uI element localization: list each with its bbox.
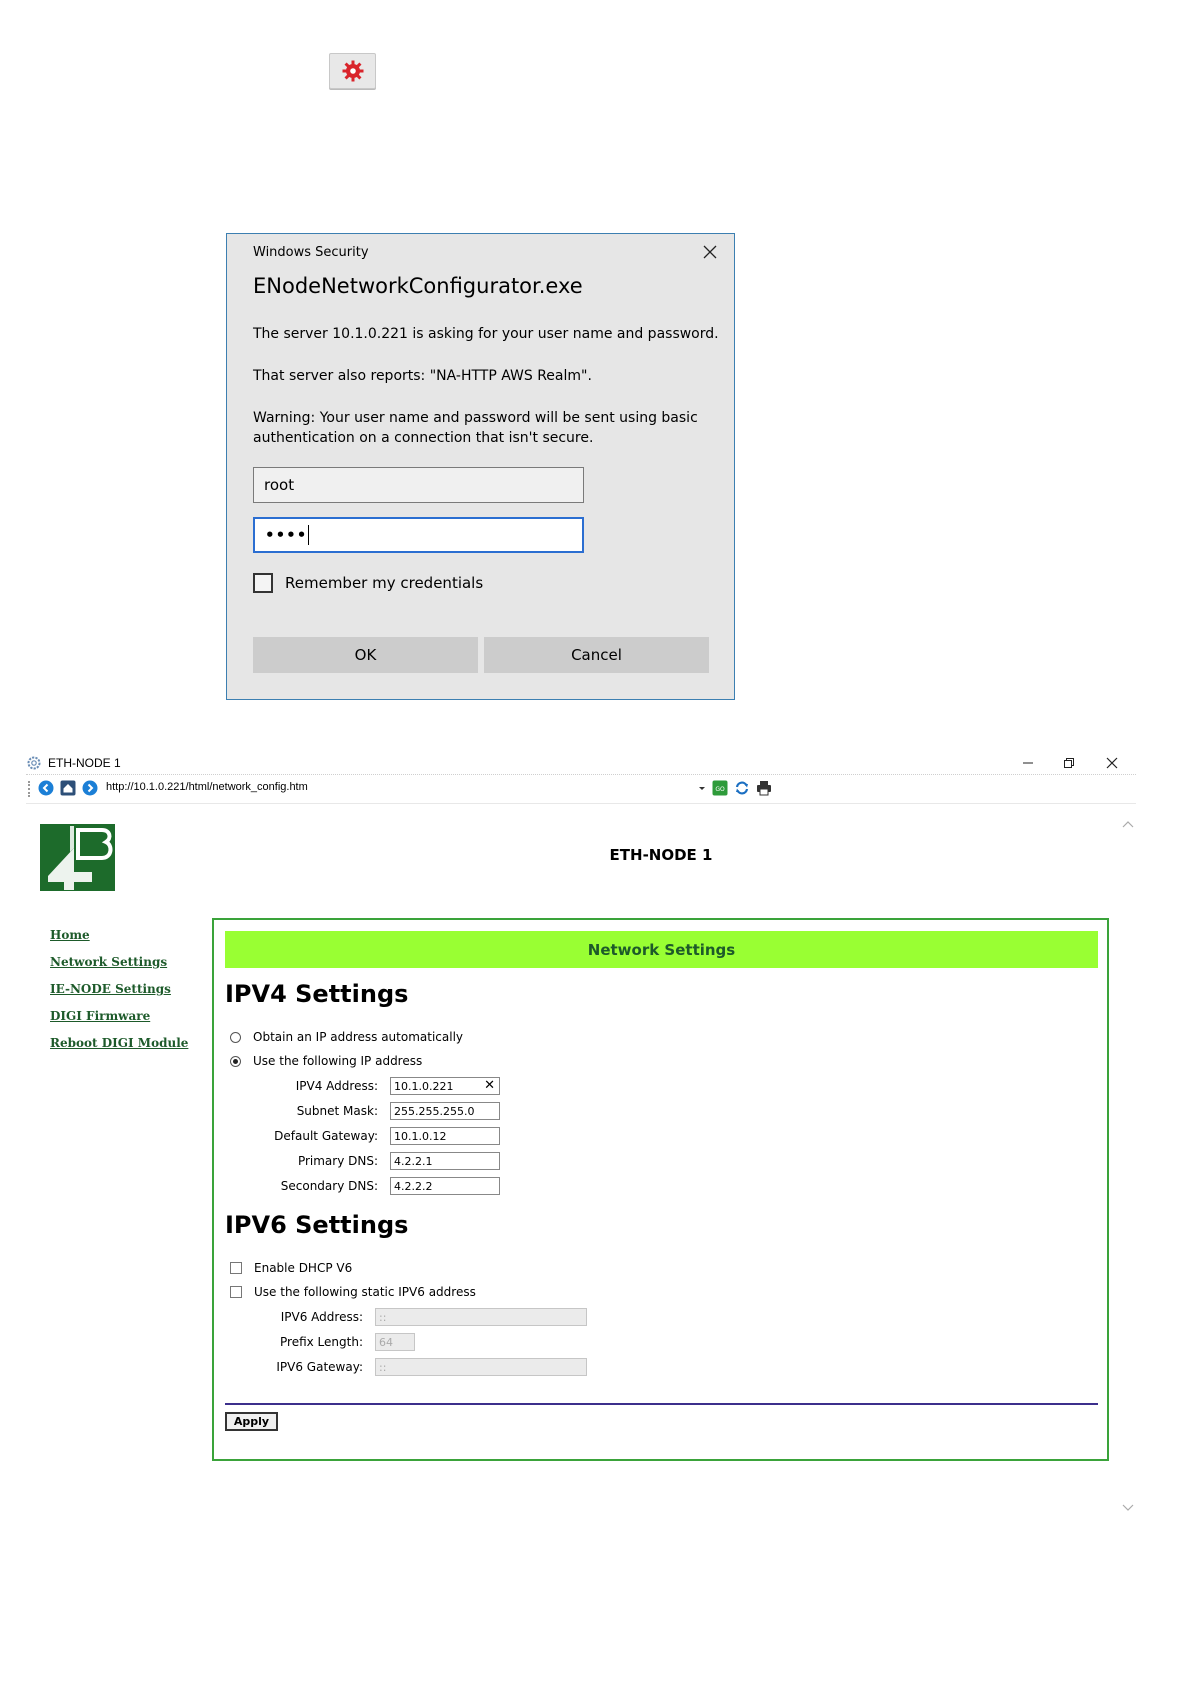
cancel-button[interactable]: Cancel: [484, 637, 709, 673]
ipv4-heading: IPV4 Settings: [225, 980, 409, 1008]
ipv4-auto-option[interactable]: [230, 1030, 463, 1044]
prefix-length-label: Prefix Length:: [280, 1335, 363, 1349]
prefix-length-value: 64: [379, 1335, 393, 1349]
secondary-dns-input[interactable]: [390, 1177, 500, 1195]
enable-dhcp-v6-checkbox[interactable]: [230, 1262, 242, 1274]
dialog-window-title: Windows Security: [253, 245, 369, 260]
dialog-close-button[interactable]: [700, 242, 720, 262]
address-bar: [26, 774, 1136, 805]
window-title: ETH-NODE 1: [48, 756, 121, 770]
ipv4-manual-radio[interactable]: [230, 1056, 241, 1067]
section-divider: [225, 1403, 1098, 1405]
dialog-warning-line-2: authentication on a connection that isn't secure.: [253, 430, 594, 446]
ipv6-heading: IPV6 Settings: [225, 1211, 409, 1239]
back-icon[interactable]: [38, 780, 54, 796]
ipv4-address-row: [230, 1077, 500, 1095]
scroll-down-icon[interactable]: [1122, 1504, 1134, 1512]
username-field[interactable]: [253, 467, 584, 503]
refresh-icon[interactable]: [734, 780, 750, 796]
ipv6-gateway-row: [230, 1358, 587, 1376]
default-gateway-input[interactable]: [390, 1127, 500, 1145]
app-gear-icon: [26, 755, 42, 771]
ipv4-auto-label: Obtain an IP address automatically: [253, 1030, 464, 1044]
prefix-length-input[interactable]: [375, 1333, 415, 1351]
dropdown-arrow-icon[interactable]: [698, 780, 706, 796]
static-ipv6-label: Use the following static IPV6 address: [254, 1285, 476, 1299]
window-title-bar: [26, 754, 121, 772]
minimize-icon: [1022, 757, 1034, 769]
network-settings-panel: [212, 918, 1109, 1461]
web-page: [26, 804, 1136, 1535]
subnet-mask-label: Subnet Mask:: [296, 1104, 378, 1118]
window-close-button[interactable]: [1098, 750, 1126, 776]
scroll-up-icon[interactable]: [1122, 820, 1134, 828]
primary-dns-value: 4.2.2.1: [394, 1154, 433, 1168]
enable-dhcp-v6-label: Enable DHCP V6: [254, 1261, 353, 1275]
default-gateway-value: 10.1.0.12: [394, 1129, 447, 1143]
default-gateway-row: [230, 1127, 500, 1145]
minimize-button[interactable]: [1014, 750, 1042, 776]
secondary-dns-label: Secondary DNS:: [280, 1179, 378, 1193]
windows-security-dialog: [226, 233, 735, 700]
apply-button[interactable]: Apply: [225, 1412, 278, 1431]
primary-dns-input[interactable]: [390, 1152, 500, 1170]
remember-credentials-checkbox[interactable]: [253, 573, 273, 593]
dialog-app-name: ENodeNetworkConfigurator.exe: [253, 274, 583, 298]
dialog-message-realm: That server also reports: "NA-HTTP AWS Realm".: [253, 368, 592, 384]
text-caret: [308, 525, 309, 545]
panel-header: Network Settings: [225, 931, 1098, 968]
ipv4-address-value: 10.1.0.221: [394, 1079, 454, 1093]
prefix-length-row: [230, 1333, 415, 1351]
ipv4-manual-label: Use the following IP address: [253, 1054, 423, 1068]
ipv6-gateway-label: IPV6 Gateway:: [276, 1360, 363, 1374]
default-gateway-label: Default Gateway:: [274, 1129, 378, 1143]
ipv6-address-label: IPV6 Address:: [280, 1310, 363, 1324]
close-icon: [1106, 757, 1118, 769]
side-navigation: [50, 928, 188, 1063]
secondary-dns-value: 4.2.2.2: [394, 1179, 433, 1193]
remember-credentials-label[interactable]: Remember my credentials: [285, 574, 484, 592]
ipv6-address-value: ::: [379, 1310, 387, 1324]
password-field[interactable]: [253, 517, 584, 553]
restore-icon: [1063, 757, 1075, 769]
primary-dns-row: [230, 1152, 500, 1170]
print-icon[interactable]: [756, 780, 772, 796]
ipv6-gateway-value: ::: [379, 1360, 387, 1374]
clear-input-icon[interactable]: ✕: [484, 1078, 495, 1093]
ipv4-manual-option[interactable]: [230, 1054, 422, 1068]
nav-link-home[interactable]: Home: [50, 928, 90, 942]
ok-button[interactable]: OK: [253, 637, 478, 673]
browser-window: [26, 750, 1136, 1535]
home-icon[interactable]: [60, 780, 76, 796]
ipv4-address-label: IPV4 Address:: [295, 1079, 378, 1093]
ipv4-auto-radio[interactable]: [230, 1032, 241, 1043]
username-value: root: [264, 476, 295, 494]
svg-text:GO: GO: [715, 786, 725, 793]
subnet-mask-row: [230, 1102, 500, 1120]
static-ipv6-checkbox[interactable]: [230, 1286, 242, 1298]
dialog-message-server: The server 10.1.0.221 is asking for your user name and password.: [253, 326, 719, 342]
nav-link-ie-node-settings[interactable]: IE-NODE Settings: [50, 982, 171, 996]
dialog-warning-line-1: Warning: Your user name and password will be sent using basic: [253, 410, 698, 426]
password-mask: ••••: [265, 526, 308, 544]
secondary-dns-row: [230, 1177, 500, 1195]
nav-link-network-settings[interactable]: Network Settings: [50, 955, 168, 969]
gear-icon: [341, 59, 365, 83]
page-title: ETH-NODE 1: [609, 846, 713, 864]
close-icon: [703, 245, 717, 259]
subnet-mask-value: 255.255.255.0: [394, 1104, 475, 1118]
settings-gear-button[interactable]: [329, 53, 376, 89]
nav-link-reboot-digi-module[interactable]: Reboot DIGI Module: [50, 1036, 189, 1050]
ipv6-static-option[interactable]: [230, 1285, 476, 1299]
url-text[interactable]: http://10.1.0.221/html/network_config.htm: [106, 781, 308, 793]
nav-link-digi-firmware[interactable]: DIGI Firmware: [50, 1009, 151, 1023]
ipv6-address-input[interactable]: [375, 1308, 587, 1326]
ipv6-dhcp-option[interactable]: [230, 1261, 352, 1275]
primary-dns-label: Primary DNS:: [297, 1154, 378, 1168]
restore-button[interactable]: [1055, 750, 1083, 776]
ipv6-address-row: [230, 1308, 587, 1326]
toolbar-grip: [28, 781, 32, 797]
forward-icon[interactable]: [82, 780, 98, 796]
subnet-mask-input[interactable]: [390, 1102, 500, 1120]
ipv4-address-input[interactable]: [390, 1077, 500, 1095]
go-icon[interactable]: [712, 780, 728, 796]
ipv6-gateway-input[interactable]: [375, 1358, 587, 1376]
